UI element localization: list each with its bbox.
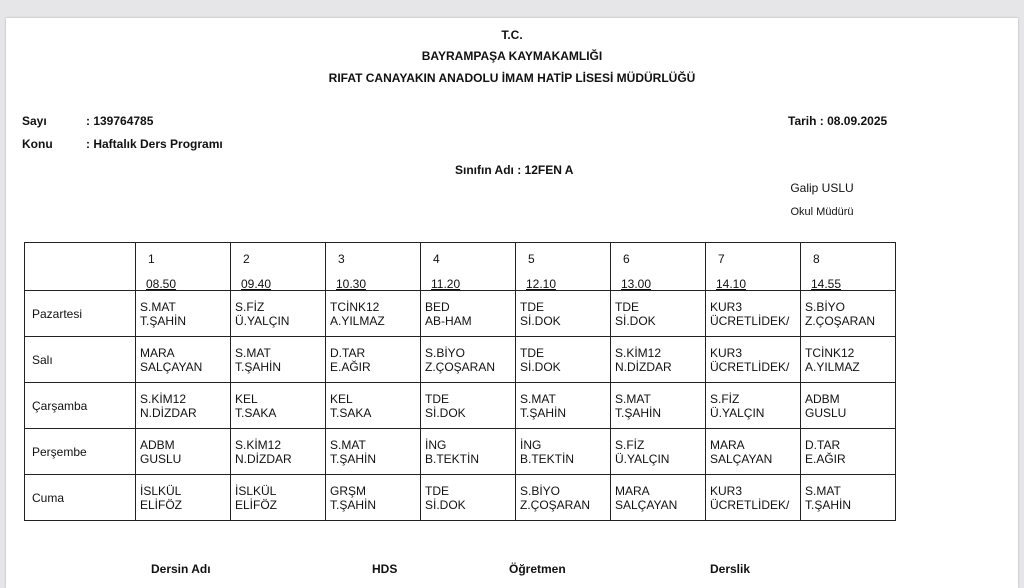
period-header	[516, 243, 611, 291]
lesson-teacher: Ü.YALÇIN	[710, 406, 765, 420]
lesson-subject: TCİNK12	[805, 346, 855, 360]
period-time: 11.20	[431, 277, 461, 291]
schedule-table	[24, 242, 896, 521]
lesson-subject: MARA	[615, 484, 650, 498]
lesson-cell	[231, 429, 326, 475]
lesson-cell	[706, 383, 801, 429]
day-name: Cuma	[25, 475, 136, 521]
period-number: 7	[718, 252, 725, 266]
lesson-cell	[421, 291, 516, 337]
lesson-subject: KUR3	[710, 300, 743, 314]
lesson-teacher: T.SAKA	[235, 406, 277, 420]
lesson-teacher: Sİ.DOK	[615, 314, 656, 328]
lesson-cell	[326, 429, 421, 475]
sayi-label: Sayı	[22, 114, 47, 128]
lesson-subject: S.MAT	[615, 392, 651, 406]
lesson-cell	[706, 337, 801, 383]
period-number: 3	[338, 252, 345, 266]
lesson-teacher: B.TEKTİN	[425, 452, 480, 466]
lesson-cell	[801, 337, 896, 383]
lesson-subject: S.KİM12	[615, 346, 662, 360]
lesson-cell	[611, 337, 706, 383]
day-name: Pazartesi	[25, 291, 136, 337]
period-number: 2	[243, 252, 250, 266]
lesson-cell	[326, 291, 421, 337]
lesson-teacher: A.YILMAZ	[330, 314, 385, 328]
period-number: 1	[148, 252, 155, 266]
day-row	[25, 291, 896, 337]
period-header	[801, 243, 896, 291]
lesson-teacher: Ü.YALÇIN	[235, 314, 290, 328]
lesson-subject: S.MAT	[140, 300, 176, 314]
lesson-subject: S.FİZ	[615, 438, 645, 452]
lesson-subject: S.BİYO	[520, 484, 561, 498]
lesson-teacher: ÜCRETLİDEK/	[710, 498, 790, 512]
lesson-subject: S.MAT	[520, 392, 556, 406]
period-number: 6	[623, 252, 630, 266]
period-header	[421, 243, 516, 291]
schedule-body	[25, 291, 896, 521]
lesson-subject: S.BİYO	[805, 300, 846, 314]
lesson-subject: S.BİYO	[425, 346, 466, 360]
lesson-teacher: E.AĞIR	[330, 360, 371, 374]
lesson-subject: İSLKÜL	[235, 484, 277, 498]
lesson-cell	[326, 383, 421, 429]
lesson-cell	[326, 475, 421, 521]
sayi-row	[22, 114, 153, 128]
lesson-cell	[801, 429, 896, 475]
lesson-teacher: SALÇAYAN	[710, 452, 773, 466]
lesson-cell	[706, 429, 801, 475]
period-header-row	[25, 243, 896, 291]
lesson-cell	[136, 429, 231, 475]
lesson-teacher: E.AĞIR	[805, 452, 846, 466]
document-page	[6, 18, 1018, 588]
lesson-subject: ADBM	[140, 438, 175, 452]
lesson-cell	[231, 291, 326, 337]
lesson-subject: BED	[425, 300, 450, 314]
lesson-cell	[421, 475, 516, 521]
lesson-subject: S.MAT	[805, 484, 841, 498]
lesson-cell	[801, 383, 896, 429]
day-row	[25, 383, 896, 429]
day-row	[25, 429, 896, 475]
period-time: 09.40	[241, 277, 272, 291]
lesson-cell	[706, 291, 801, 337]
lesson-teacher: T.ŞAHİN	[330, 498, 377, 512]
lesson-teacher: N.DİZDAR	[140, 406, 197, 420]
lesson-subject: S.FİZ	[710, 392, 740, 406]
period-time: 12.10	[526, 277, 557, 291]
lesson-cell	[801, 475, 896, 521]
footer-teacher: Öğretmen	[509, 562, 566, 576]
lesson-teacher: T.ŞAHİN	[520, 406, 567, 420]
lesson-subject: İSLKÜL	[140, 484, 182, 498]
lesson-teacher: T.ŞAHİN	[805, 498, 852, 512]
lesson-teacher: N.DİZDAR	[615, 360, 672, 374]
period-time: 08.50	[146, 277, 177, 291]
lesson-cell	[516, 475, 611, 521]
header-line-2: BAYRAMPAŞA KAYMAKAMLIĞI	[421, 49, 603, 63]
lesson-teacher: T.ŞAHİN	[235, 360, 282, 374]
lesson-subject: TDE	[425, 392, 449, 406]
lesson-cell	[421, 337, 516, 383]
lesson-subject: ADBM	[805, 392, 840, 406]
lesson-cell	[421, 429, 516, 475]
period-number: 8	[813, 252, 820, 266]
lesson-teacher: ÜCRETLİDEK/	[710, 360, 790, 374]
lesson-subject: KUR3	[710, 484, 743, 498]
lesson-subject: KEL	[235, 392, 258, 406]
tarih: Tarih : 08.09.2025	[788, 114, 888, 128]
footer-classroom: Derslik	[710, 562, 751, 576]
lesson-cell	[516, 291, 611, 337]
lesson-cell	[706, 475, 801, 521]
period-time: 13.00	[621, 277, 652, 291]
lesson-subject: TDE	[520, 300, 544, 314]
lesson-subject: KUR3	[710, 346, 743, 360]
day-name: Salı	[25, 337, 136, 383]
lesson-subject: MARA	[140, 346, 175, 360]
lesson-cell	[516, 383, 611, 429]
lesson-subject: İNG	[520, 438, 542, 452]
konu-value: : Haftalık Ders Programı	[86, 137, 223, 151]
lesson-teacher: ÜCRETLİDEK/	[710, 314, 790, 328]
lesson-cell	[516, 429, 611, 475]
corner-cell	[25, 243, 136, 291]
day-name: Çarşamba	[25, 383, 136, 429]
lesson-teacher: N.DİZDAR	[235, 452, 292, 466]
lesson-cell	[231, 475, 326, 521]
period-header	[231, 243, 326, 291]
lesson-subject: GRŞM	[330, 484, 366, 498]
lesson-teacher: Sİ.DOK	[520, 314, 561, 328]
lesson-cell	[136, 337, 231, 383]
lesson-subject: S.KİM12	[140, 392, 187, 406]
lesson-cell	[516, 337, 611, 383]
lesson-teacher: A.YILMAZ	[805, 360, 860, 374]
period-time: 14.55	[811, 277, 842, 291]
lesson-subject: S.KİM12	[235, 438, 282, 452]
lesson-teacher: ELİFÖZ	[140, 498, 183, 512]
lesson-cell	[231, 337, 326, 383]
principal-title: Okul Müdürü	[790, 206, 854, 218]
lesson-cell	[326, 337, 421, 383]
lesson-teacher: Z.ÇOŞARAN	[805, 314, 876, 328]
header-line-3: RIFAT CANAYAKIN ANADOLU İMAM HATİP LİSESİ MÜDÜRLÜĞÜ	[328, 71, 696, 85]
lesson-teacher: Sİ.DOK	[520, 360, 561, 374]
lesson-subject: TDE	[425, 484, 449, 498]
header-line-1: T.C.	[501, 28, 523, 42]
lesson-teacher: SALÇAYAN	[615, 498, 678, 512]
lesson-cell	[231, 383, 326, 429]
lesson-subject: TDE	[615, 300, 639, 314]
lesson-teacher: Z.ÇOŞARAN	[425, 360, 496, 374]
lesson-cell	[611, 383, 706, 429]
lesson-cell	[611, 429, 706, 475]
lesson-teacher: Sİ.DOK	[425, 498, 466, 512]
lesson-subject: D.TAR	[330, 346, 366, 360]
period-header	[326, 243, 421, 291]
lesson-teacher: GUSLU	[805, 406, 847, 420]
lesson-teacher: GUSLU	[140, 452, 182, 466]
sayi-value: : 139764785	[86, 114, 154, 128]
lesson-cell	[421, 383, 516, 429]
period-header	[706, 243, 801, 291]
lesson-teacher: ELİFÖZ	[235, 498, 278, 512]
class-name: Sınıfın Adı : 12FEN A	[455, 163, 574, 177]
lesson-subject: TDE	[520, 346, 544, 360]
day-name: Perşembe	[25, 429, 136, 475]
lesson-cell	[136, 291, 231, 337]
lesson-teacher: Z.ÇOŞARAN	[520, 498, 591, 512]
lesson-teacher: T.ŞAHİN	[140, 314, 187, 328]
lesson-subject: S.MAT	[235, 346, 271, 360]
lesson-subject: D.TAR	[805, 438, 841, 452]
lesson-subject: S.FİZ	[235, 300, 265, 314]
lesson-subject: S.MAT	[330, 438, 366, 452]
period-number: 4	[433, 252, 440, 266]
day-row	[25, 475, 896, 521]
period-header	[136, 243, 231, 291]
lesson-subject: KEL	[330, 392, 353, 406]
lesson-teacher: T.ŞAHİN	[615, 406, 662, 420]
lesson-teacher: Sİ.DOK	[425, 406, 466, 420]
footer-course-name: Dersin Adı	[151, 562, 211, 576]
day-row	[25, 337, 896, 383]
lesson-cell	[611, 475, 706, 521]
lesson-teacher: Ü.YALÇIN	[615, 452, 670, 466]
principal-name: Galip USLU	[790, 181, 854, 195]
lesson-teacher: B.TEKTİN	[520, 452, 575, 466]
konu-label: Konu	[22, 137, 53, 151]
period-time: 14.10	[716, 277, 747, 291]
lesson-cell	[611, 291, 706, 337]
lesson-teacher: T.ŞAHİN	[330, 452, 377, 466]
lesson-teacher: SALÇAYAN	[140, 360, 203, 374]
period-header	[611, 243, 706, 291]
lesson-cell	[801, 291, 896, 337]
lesson-subject: İNG	[425, 438, 447, 452]
footer-hds: HDS	[372, 562, 398, 576]
lesson-teacher: T.SAKA	[330, 406, 372, 420]
lesson-cell	[136, 383, 231, 429]
konu-row	[22, 137, 223, 151]
lesson-subject: MARA	[710, 438, 745, 452]
period-time: 10.30	[336, 277, 367, 291]
period-number: 5	[528, 252, 535, 266]
lesson-teacher: AB-HAM	[425, 314, 472, 328]
lesson-cell	[136, 475, 231, 521]
lesson-subject: TCİNK12	[330, 300, 380, 314]
